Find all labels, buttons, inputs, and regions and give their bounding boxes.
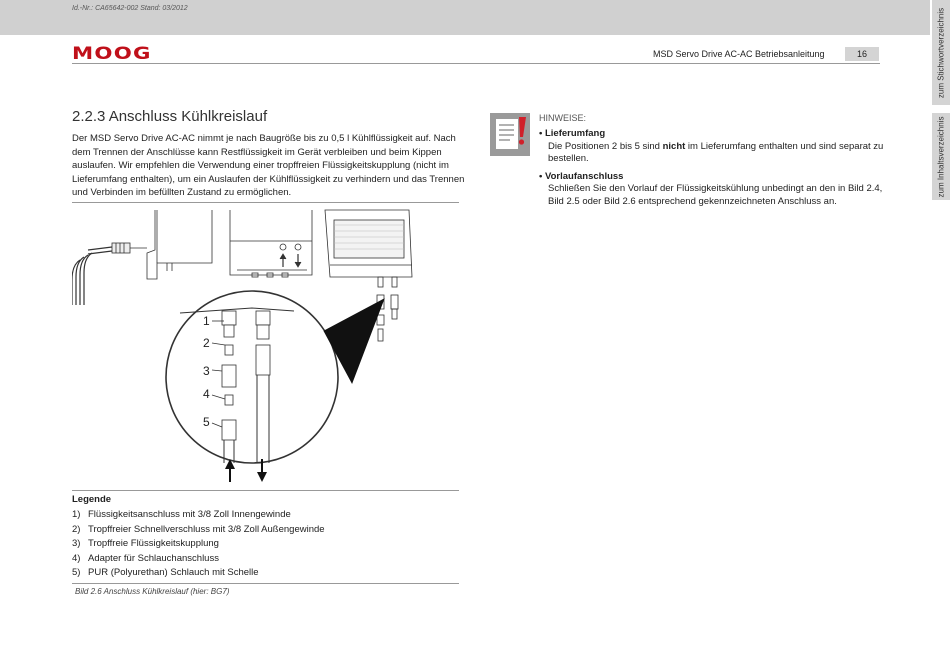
magnifier-circle (166, 291, 338, 463)
note-warning-icon (490, 113, 530, 156)
legend-top-divider (72, 490, 459, 491)
legend-item (72, 523, 325, 538)
legend-item-text: Adapter für Schlauchanschluss (88, 552, 219, 564)
contents-tab-label: zum Inhaltsverzeichnis (936, 116, 946, 197)
note-title: • Lieferumfang (539, 128, 884, 141)
section-paragraph: Der MSD Servo Drive AC-AC nimmt je nach Baugröße bis zu 0,5 l Kühlflüssigkeit auf. Nach dem Trennen der Anschlüsse kann Restflüssigkeit im Gerät verbleiben und beim Kippen auslaufen. Wir empfehlen die Verwendung einer tropffreien Flüssigkeitskupplung (nicht im Lieferumfang enthalten), um ein Auslaufen der Kühlflüssigkeit zu verhindern und das Trennen und Verbinden im befüllten Zustand zu ermöglichen. (72, 133, 465, 198)
legend-title: Legende (72, 494, 112, 505)
device-bottom-view (325, 210, 412, 277)
legend-bottom-divider (72, 583, 459, 584)
note-text: Schließen Sie den Vorlauf der Flüssigkeitskühlung unbedingt an den in Bild 2.4, Bild 2.5 oder Bild 2.6 entsprechend gekennzeichneten Anschluss an. (548, 183, 883, 207)
device-side-view (147, 210, 212, 279)
legend-item-text: Tropffreier Schnellverschluss mit 3/8 Zoll Außengewinde (88, 523, 325, 535)
note-item (539, 128, 884, 166)
callout-5: 5 (203, 415, 210, 429)
moog-logo: MOOG (72, 44, 152, 64)
legend-item-number: 5) (72, 567, 81, 579)
keyword-index-tab[interactable] (932, 0, 950, 105)
notes-list (539, 128, 884, 213)
header-divider (72, 63, 880, 64)
legend-item-number: 4) (72, 552, 81, 564)
callout-4: 4 (203, 387, 210, 401)
note-text (539, 141, 884, 166)
note-text-emphasis: nicht (662, 140, 686, 152)
legend-item-text: Tropffreie Flüssigkeitskupplung (88, 538, 219, 550)
figure-caption: Bild 2.6 Anschluss Kühlkreislauf (hier: BG7) (75, 587, 230, 596)
keyword-index-tab-label: zum Stichwortverzeichnis (936, 7, 946, 98)
note-item (539, 171, 884, 209)
device-front-view (230, 210, 312, 277)
legend-item-text: PUR (Polyurethan) Schlauch mit Schelle (88, 567, 259, 579)
fitting-stack-left (222, 311, 236, 463)
figure-top-divider (72, 202, 459, 203)
section-title: 2.2.3 Anschluss Kühlkreislauf (72, 108, 268, 125)
document-title: MSD Servo Drive AC-AC Betriebsanleitung (653, 49, 825, 59)
fitting-stack-right (256, 311, 270, 463)
note-title: • Vorlaufanschluss (539, 171, 884, 184)
contents-tab[interactable] (932, 113, 950, 200)
callout-2: 2 (203, 336, 210, 350)
legend-item (72, 537, 325, 552)
legend-item (72, 552, 325, 567)
notes-heading: HINWEISE: (539, 113, 587, 123)
legend-item-number: 1) (72, 509, 81, 520)
legend-item (72, 566, 325, 581)
legend-item-text: Flüssigkeitsanschluss mit 3/8 Zoll Innengewinde (88, 509, 291, 520)
legend-list (72, 508, 325, 581)
document-id: Id.-Nr.: CA65642-002 Stand: 03/2012 (72, 5, 188, 12)
legend-item (72, 508, 325, 523)
cooling-connection-figure (72, 205, 459, 490)
callout-3: 3 (203, 364, 210, 378)
note-text-part: im Lieferumfang enthalten und sind separat zu bestellen. (548, 140, 884, 164)
callout-1: 1 (203, 314, 210, 328)
page-number: 16 (845, 47, 879, 61)
note-text-part: Die Positionen 2 bis 5 sind (548, 140, 663, 152)
top-bar (0, 0, 930, 35)
magnifier-pointer (324, 299, 384, 383)
legend-item-number: 3) (72, 538, 81, 550)
legend-item-number: 2) (72, 523, 81, 535)
